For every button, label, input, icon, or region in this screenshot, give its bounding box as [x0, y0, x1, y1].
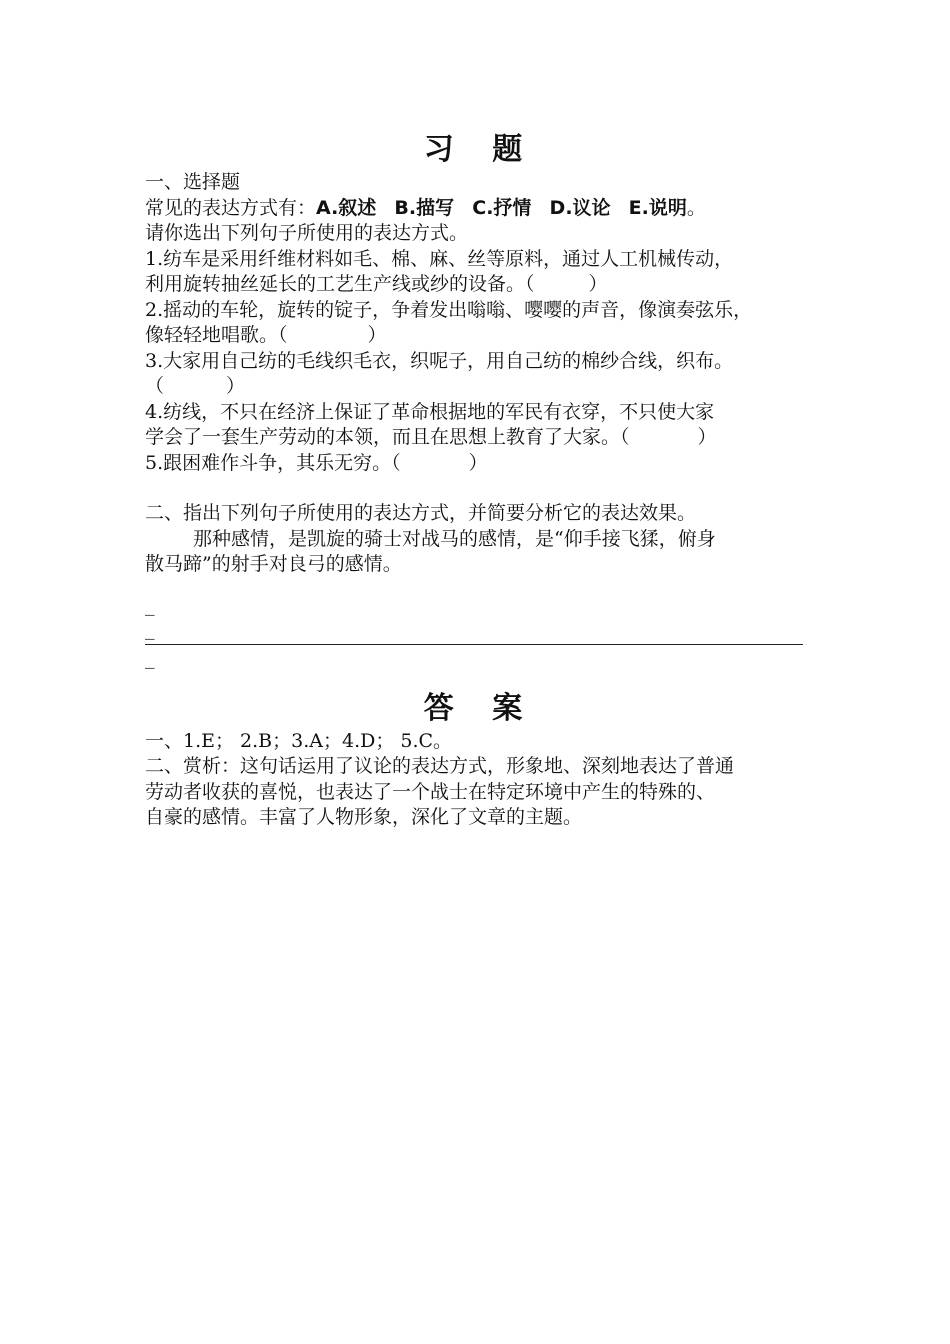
question-2-close: ）: [367, 324, 387, 346]
passage-line-1: 那种感情，是凯旋的骑士对战马的感情，是“仰手接飞猱，俯身: [193, 527, 716, 550]
question-3-line-1: 3.大家用自己纺的毛线织毛衣，织呢子，用自己纺的棉纱合线，织布。: [145, 349, 734, 372]
exercise-title: 习 题: [423, 132, 537, 167]
document-content: [145, 130, 825, 831]
question-5-close: ）: [468, 451, 488, 474]
section2-heading: 二、指出下列句子所使用的表达方式，并简要分析它的表达效果。: [145, 502, 697, 524]
expression-types-end: 。: [686, 196, 706, 219]
question-5-line: [145, 451, 825, 477]
spacer: [145, 578, 825, 592]
answers-line-1: 一、1.E； 2.B；3.A；4.D； 5.C。: [145, 729, 453, 752]
expression-types-line: [145, 196, 825, 222]
question-5-text: 5.跟困难作斗争，其乐无穷。（: [145, 451, 401, 474]
option-e: E.说明: [628, 196, 687, 219]
expression-types-intro: 常见的表达方式有：: [145, 196, 317, 219]
question-1-line-2: [145, 272, 825, 298]
question-1-line-1: 1.纺车是采用纤维材料如毛、棉、麻、丝等原料，通过人工机械传动，: [145, 247, 734, 270]
question-3-line-2: [145, 374, 825, 400]
question-4-text: 学会了一套生产劳动的本领，而且在思想上教育了大家。（: [145, 426, 630, 448]
question-2-line-2: [145, 323, 825, 349]
answers-line-3: 劳动者收获的喜悦，也表达了一个战士在特定环境中产生的特殊的、: [145, 780, 716, 803]
question-3-close: ）: [226, 375, 246, 397]
answers-title: 答 案: [423, 690, 537, 726]
question-1-close: ）: [588, 273, 608, 295]
answer-line-2: _: [145, 618, 803, 645]
spacer: [145, 671, 825, 689]
question-3-open: （: [145, 375, 165, 397]
question-2-line-1: 2.摇动的车轮，旋转的锭子，争着发出嗡嗡、嘤嘤的声音，像演奏弦乐，: [145, 298, 753, 321]
question-4-line-2: [145, 425, 825, 451]
option-d: D.议论: [549, 196, 611, 219]
spacer: [145, 476, 825, 501]
section1-heading: 一、选择题: [145, 171, 241, 193]
option-c: C.抒情: [472, 196, 532, 219]
question-4-close: ）: [697, 426, 717, 448]
answer-line-1: _: [145, 593, 155, 616]
question-1-text: 利用旋转抽丝延长的工艺生产线或纱的设备。（: [145, 273, 535, 295]
option-b: B.描写: [394, 196, 455, 219]
question-4-line-1: 4.纺线，不只在经济上保证了革命根据地的军民有衣穿，不只使大家: [145, 400, 715, 423]
option-a: A.叙述: [316, 196, 377, 219]
answers-line-2: 二、赏析：这句话运用了议论的表达方式，形象地、深刻地表达了普通: [145, 755, 735, 777]
answer-line-3: _: [145, 646, 155, 669]
passage-line-2: 散马蹄”的射手对良弓的感情。: [145, 553, 402, 575]
question-2-text: 像轻轻地唱歌。（: [145, 324, 288, 346]
answers-line-4: 自豪的感情。丰富了人物形象，深化了文章的主题。: [145, 806, 583, 828]
section1-instruction: 请你选出下列句子所使用的表达方式。: [145, 222, 469, 244]
